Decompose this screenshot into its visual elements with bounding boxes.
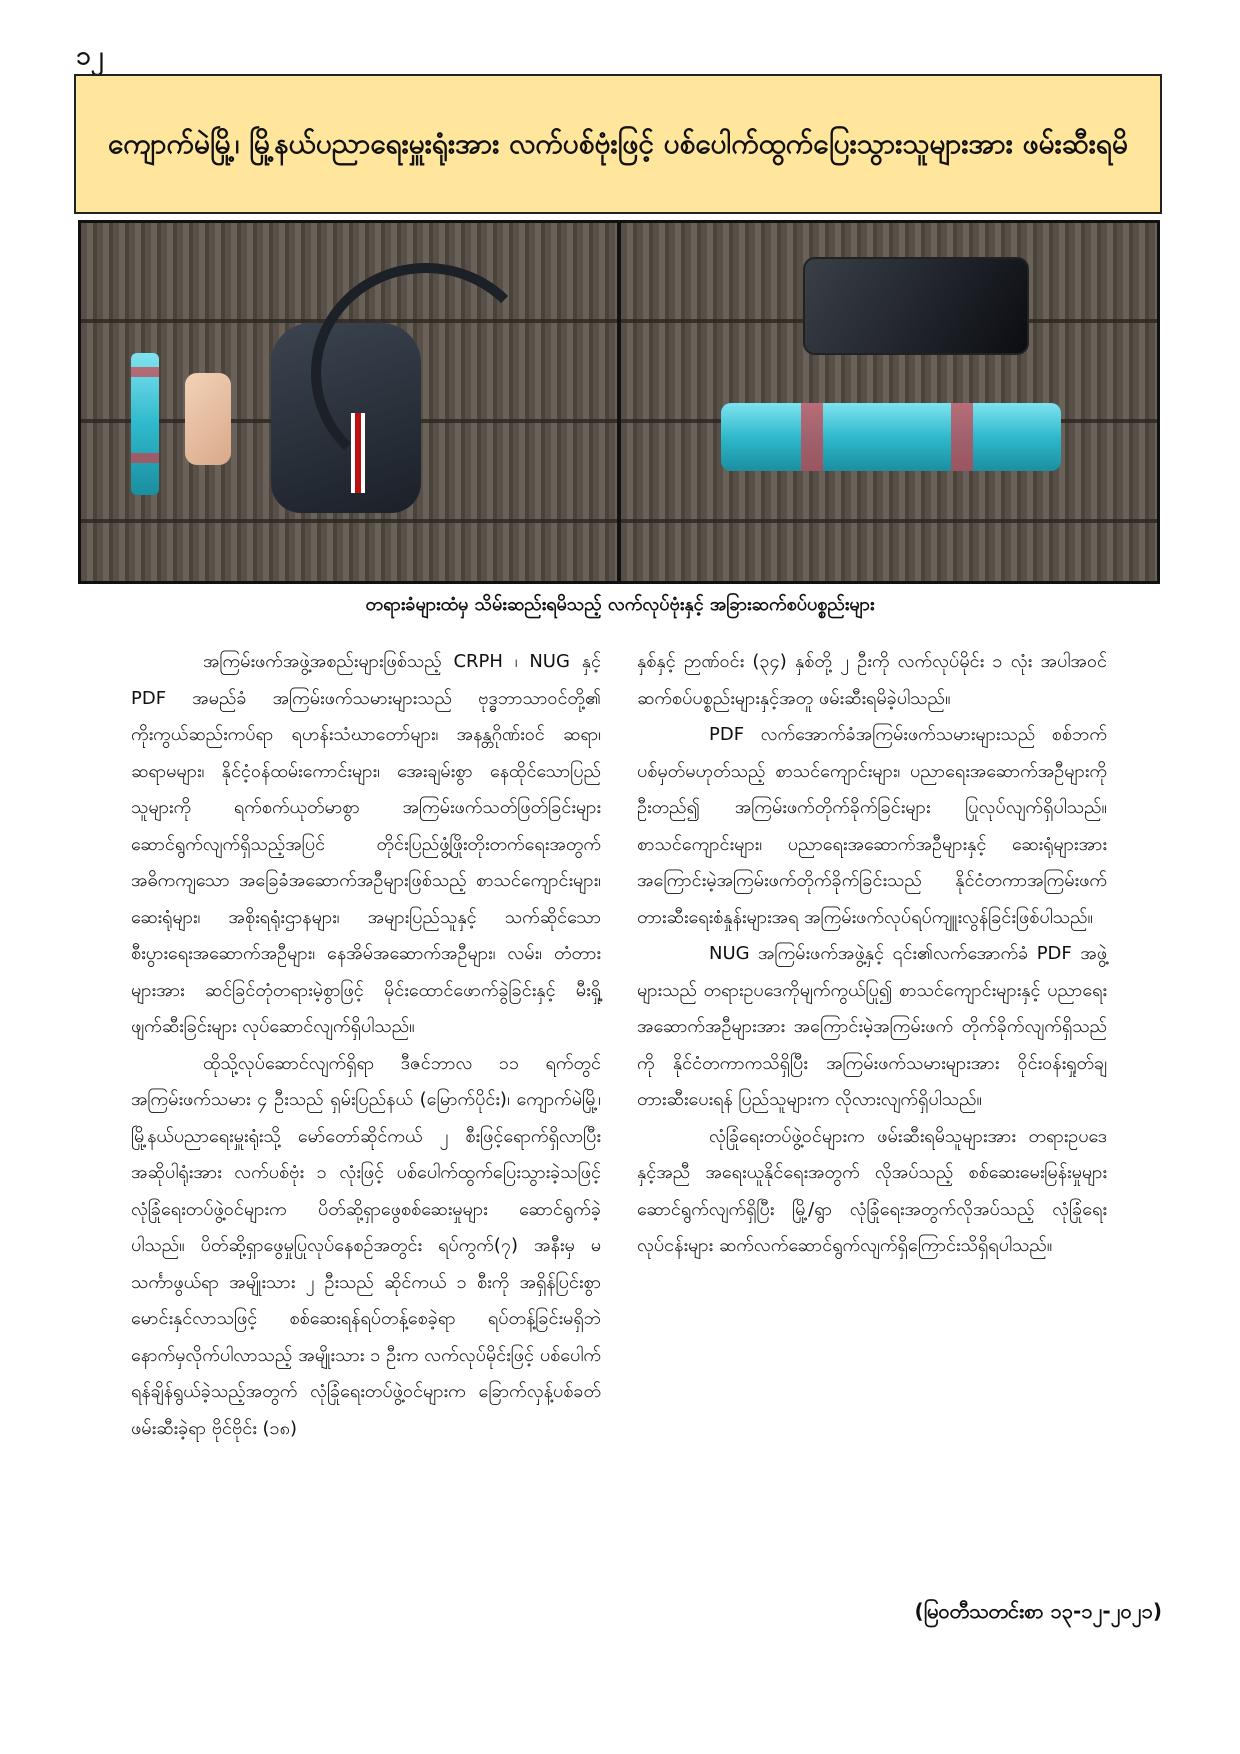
- photo-caption: တရားခံများထံမှ သိမ်းဆည်းရမိသည့် လက်လုပ်ဗုံးနှင့် အခြားဆက်စပ်ပစ္စည်းများ: [365, 594, 875, 615]
- paragraph: NUG အကြမ်းဖက်အဖွဲ့နှင့် ၎င်း၏လက်အောက်ခံ PDF အဖွဲ့များသည် တရားဥပဒေကိုမျက်ကွယ်ပြု၍ စာသင်ကျောင်းများနှင့် ပညာရေးအဆောက်အဦများအား အကြောင်းမဲ့အကြမ်းဖက် တိုက်ခိုက်လျက်ရှိသည်ကို နိုင်ငံတကာကသိရှိပြီး အကြမ်းဖက်သမားများအား ဝိုင်းဝန်းရှုတ်ချတားဆီးပေးရန် ပြည်သူများက လိုလားလျက်ရှိပါသည်။: [637, 943, 1107, 1110]
- photo-left-evidence: [81, 223, 617, 581]
- article-column-right: [637, 644, 1107, 1265]
- paragraph: လုံခြုံရေးတပ်ဖွဲ့ဝင်များက ဖမ်းဆီးရမိသူများအား တရားဥပဒေနှင့်အညီ အရေးယူနိုင်ရေးအတွက် လိုအပ်သည့် စစ်ဆေးမေးမြန်းမှုများ ဆောင်ရွက်လျက်ရှိပြီး မြို့/ရွာ လုံခြုံရေးအတွက်လိုအပ်သည့် လုံခြုံရေးလုပ်ငန်းများ ဆက်လက်ဆောင်ရွက်လျက်ရှိကြောင်းသိရှိရပါသည်။: [637, 1125, 1107, 1256]
- paragraph: နှစ်နှင့် ဉာဏ်ဝင်း (၃၄) နှစ်တို့ ၂ ဦးကို လက်လုပ်မိုင်း ၁ လုံး အပါအဝင် ဆက်စပ်ပစ္စည်းများနှင့်အတူ ဖမ်းဆီးရမိခဲ့ပါသည်။: [637, 651, 1107, 709]
- bag-strap: [311, 263, 541, 483]
- photo-right-evidence: [621, 223, 1157, 581]
- homemade-mine-tube: [721, 403, 1061, 471]
- headline: ကျောက်မဲမြို့၊ မြို့နယ်ပညာရေးမှူးရုံးအား လက်ပစ်ဗုံးဖြင့် ပစ်ပေါက်ထွက်ပြေးသွားသူများအား ဖမ်းဆီးရမိ: [108, 127, 1128, 160]
- paragraph: ထိုသို့လုပ်ဆောင်လျက်ရှိရာ ဒီဇင်ဘာလ ၁၁ ရက်တွင် အကြမ်းဖက်သမား ၄ ဦးသည် ရှမ်းပြည်နယ် (မြောက်ပိုင်း)၊ ကျောက်မဲမြို့၊ မြို့နယ်ပညာရေးမှူးရုံးသို့ မော်တော်ဆိုင်ကယ် ၂ စီးဖြင့်ရောက်ရှိလာပြီး အဆိုပါရုံးအား လက်ပစ်ဗုံး ၁ လုံးဖြင့် ပစ်ပေါက်ထွက်ပြေးသွားခဲ့သဖြင့် လုံခြုံရေးတပ်ဖွဲ့ဝင်များက ပိတ်ဆို့ရှာဖွေစစ်ဆေးမှုများ ဆောင်ရွက်ခဲ့ပါသည်။ ပိတ်ဆို့ရှာဖွေမှုပြုလုပ်နေစဉ်အတွင်း ရပ်ကွက်(၇) အနီးမှ မသင်္ကာဖွယ်ရာ အမျိုးသား ၂ ဦးသည် ဆိုင်ကယ် ၁ စီးကို အရှိန်ပြင်းစွာ မောင်းနှင်လာသဖြင့် စစ်ဆေးရန်ရပ်တန့်စေခဲ့ရာ ရပ်တန့်ခြင်းမရှိဘဲ နောက်မှလိုက်ပါလာသည့် အမျိုးသား ၁ ဦးက လက်လုပ်မိုင်းဖြင့် ပစ်ပေါက်ရန်ချိန်ရွယ်ခဲ့သည့်အတွက် လုံခြုံရေးတပ်ဖွဲ့ဝင်များက ခြောက်လှန့်ပစ်ခတ်ဖမ်းဆီးခဲ့ရာ ဗိုင်ဗိုင်း (၁၈): [131, 1052, 601, 1439]
- mobile-phone-black: [803, 257, 1029, 355]
- article-column-left: [131, 644, 601, 1447]
- evidence-photos: [78, 220, 1160, 584]
- mobile-phone-gold: [185, 373, 231, 465]
- paragraph: အကြမ်းဖက်အဖွဲ့အစည်းများဖြစ်သည့် CRPH ၊ NUG နှင့် PDF အမည်ခံ အကြမ်းဖက်သမားများသည် ဗုဒ္ဓဘာသာဝင်တို့၏ ကိုးကွယ်ဆည်းကပ်ရာ ရဟန်းသံဃာတော်များ၊ အနန္တဂိုဏ်းဝင် ဆရာ၊ ဆရာမများ၊ နိုင်ငံ့ဝန်ထမ်းကောင်းများ၊ အေးချမ်းစွာ နေထိုင်သောပြည်သူများကို ရက်စက်ယုတ်မာစွာ အကြမ်းဖက်သတ်ဖြတ်ခြင်းများ ဆောင်ရွက်လျက်ရှိသည့်အပြင် တိုင်းပြည်ဖွံ့ဖြိုးတိုးတက်ရေးအတွက် အဓိကကျသော အခြေခံအဆောက်အဦများဖြစ်သည့် စာသင်ကျောင်းများ၊ ဆေးရုံများ၊ အစိုးရရုံးဌာနများ၊ အများပြည်သူနှင့် သက်ဆိုင်သော စီးပွားရေးအဆောက်အဦများ၊ နေအိမ်အဆောက်အဦများ၊ လမ်း၊ တံတားများအား ဆင်ခြင်တုံတရားမဲ့စွာဖြင့် မိုင်းထောင်ဖောက်ခွဲခြင်းနှင့် မီးရှို့ဖျက်ဆီးခြင်းများ လုပ်ဆောင်လျက်ရှိပါသည်။: [131, 651, 601, 1037]
- headline-box: [74, 74, 1162, 214]
- paragraph: PDF လက်အောက်ခံအကြမ်းဖက်သမားများသည် စစ်ဘက်ပစ်မှတ်မဟုတ်သည့် စာသင်ကျောင်းများ၊ ပညာရေးအဆောက်အဦများကိုဦးတည်၍ အကြမ်းဖက်တိုက်ခိုက်ခြင်းများ ပြုလုပ်လျက်ရှိပါသည်။ စာသင်ကျောင်းများ၊ ပညာရေးအဆောက်အဦများနှင့် ဆေးရုံများအား အကြောင်းမဲ့အကြမ်းဖက်တိုက်ခိုက်ခြင်းသည် နိုင်ငံတကာအကြမ်းဖက်တားဆီးရေးစံနှုန်းများအရ အကြမ်းဖက်လုပ်ရပ်ကျူးလွန်ခြင်းဖြစ်ပါသည်။: [637, 724, 1107, 928]
- homemade-mine-tube: [131, 353, 159, 495]
- news-source: (မြဝတီသတင်းစာ ၁၃-၁၂-၂၀၂၁): [914, 1599, 1162, 1623]
- page-number: ၁၂: [76, 41, 104, 71]
